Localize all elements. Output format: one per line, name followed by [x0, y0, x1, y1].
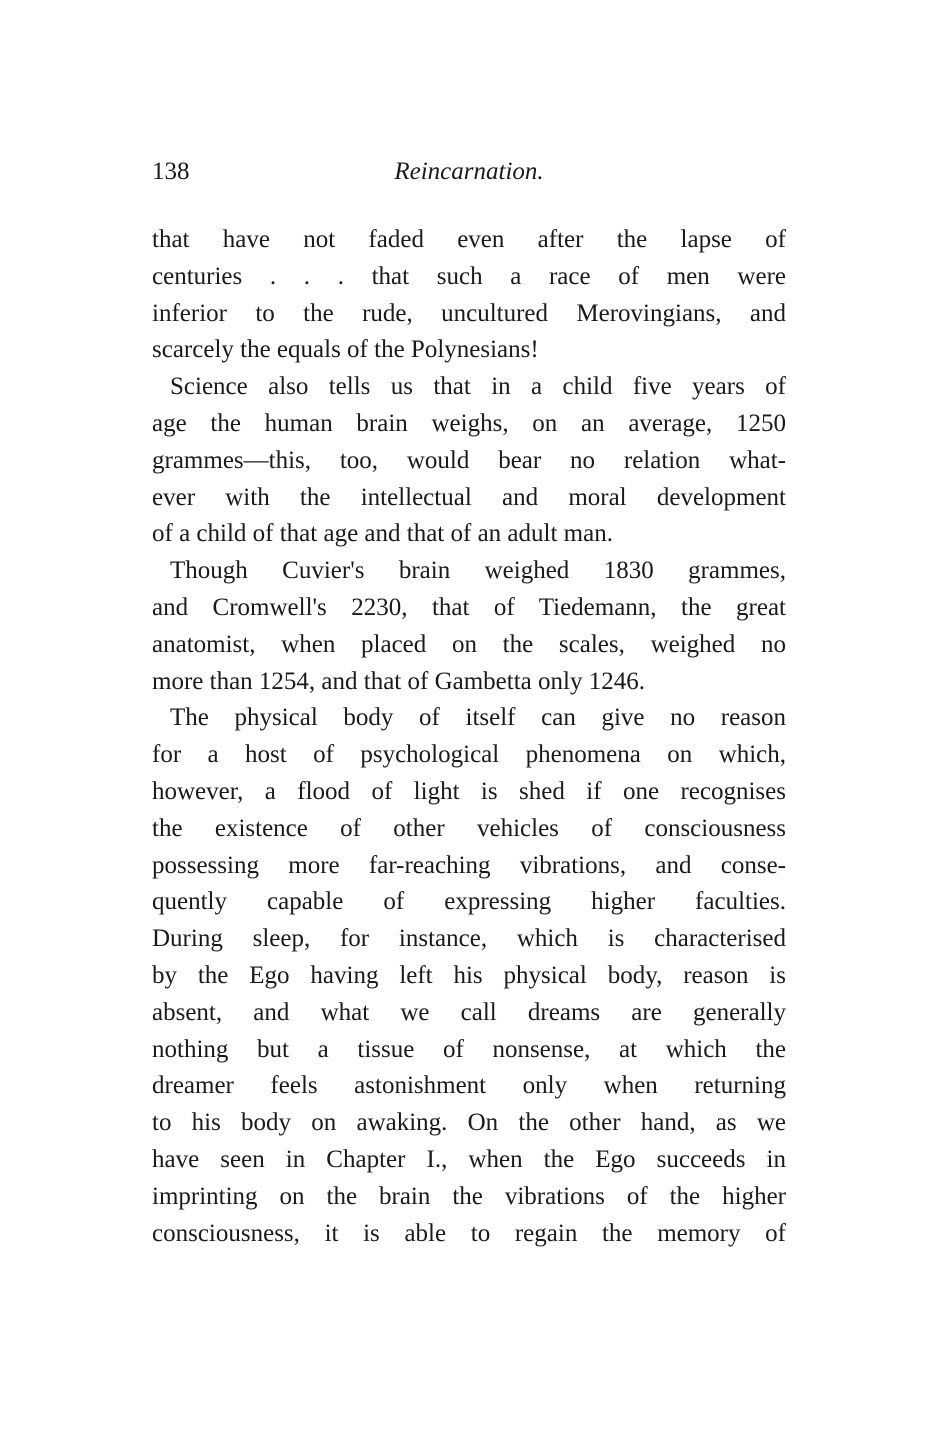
text-line: dreamer feels astonishment only when returning	[152, 1072, 786, 1100]
text-line: anatomist, when placed on the scales, weighed no	[152, 630, 786, 658]
text-line: more than 1254, and that of Gambetta only 1246.	[152, 667, 645, 695]
text-line: have seen in Chapter I., when the Ego succeeds in	[152, 1145, 786, 1173]
text-line: Though Cuvier's brain weighed 1830 grammes,	[170, 557, 786, 585]
text-line: ever with the intellectual and moral development	[152, 483, 786, 511]
page-header	[152, 158, 786, 202]
text-line: quently capable of expressing higher faculties.	[152, 888, 786, 916]
text-line: Science also tells us that in a child five years of	[170, 373, 786, 401]
text-line: The physical body of itself can give no reason	[170, 704, 786, 732]
text-line: absent, and what we call dreams are generally	[152, 998, 786, 1026]
page-body	[152, 222, 786, 1252]
book-page	[152, 158, 786, 1252]
text-line: inferior to the rude, uncultured Merovingians, and	[152, 299, 786, 327]
text-line: centuries . . . that such a race of men were	[152, 262, 786, 290]
text-line: During sleep, for instance, which is characterised	[152, 925, 786, 953]
text-line: nothing but a tissue of nonsense, at which the	[152, 1035, 786, 1063]
text-line: to his body on awaking. On the other hand, as we	[152, 1109, 786, 1137]
text-line: of a child of that age and that of an adult man.	[152, 520, 613, 548]
text-line: however, a flood of light is shed if one recognises	[152, 777, 786, 805]
text-line: for a host of psychological phenomena on which,	[152, 741, 786, 769]
text-line: grammes—this, too, would bear no relation what-	[152, 446, 786, 474]
text-line: age the human brain weighs, on an average, 1250	[152, 409, 786, 437]
text-line: by the Ego having left his physical body, reason is	[152, 961, 786, 989]
page-number: 138	[152, 158, 190, 185]
paragraph	[152, 553, 786, 700]
text-line: that have not faded even after the lapse of	[152, 226, 786, 253]
paragraph	[152, 369, 786, 553]
text-line: consciousness, it is able to regain the memory of	[152, 1219, 786, 1247]
text-line: imprinting on the brain the vibrations of the higher	[152, 1182, 786, 1210]
text-line: the existence of other vehicles of consciousness	[152, 814, 786, 842]
running-title: Reincarnation.	[394, 158, 544, 185]
paragraph	[152, 222, 786, 369]
text-line: scarcely the equals of the Polynesians!	[152, 336, 539, 364]
text-line: and Cromwell's 2230, that of Tiedemann, the great	[152, 593, 786, 621]
text-line: possessing more far-reaching vibrations, and conse-	[152, 851, 786, 879]
paragraph	[152, 700, 786, 1252]
